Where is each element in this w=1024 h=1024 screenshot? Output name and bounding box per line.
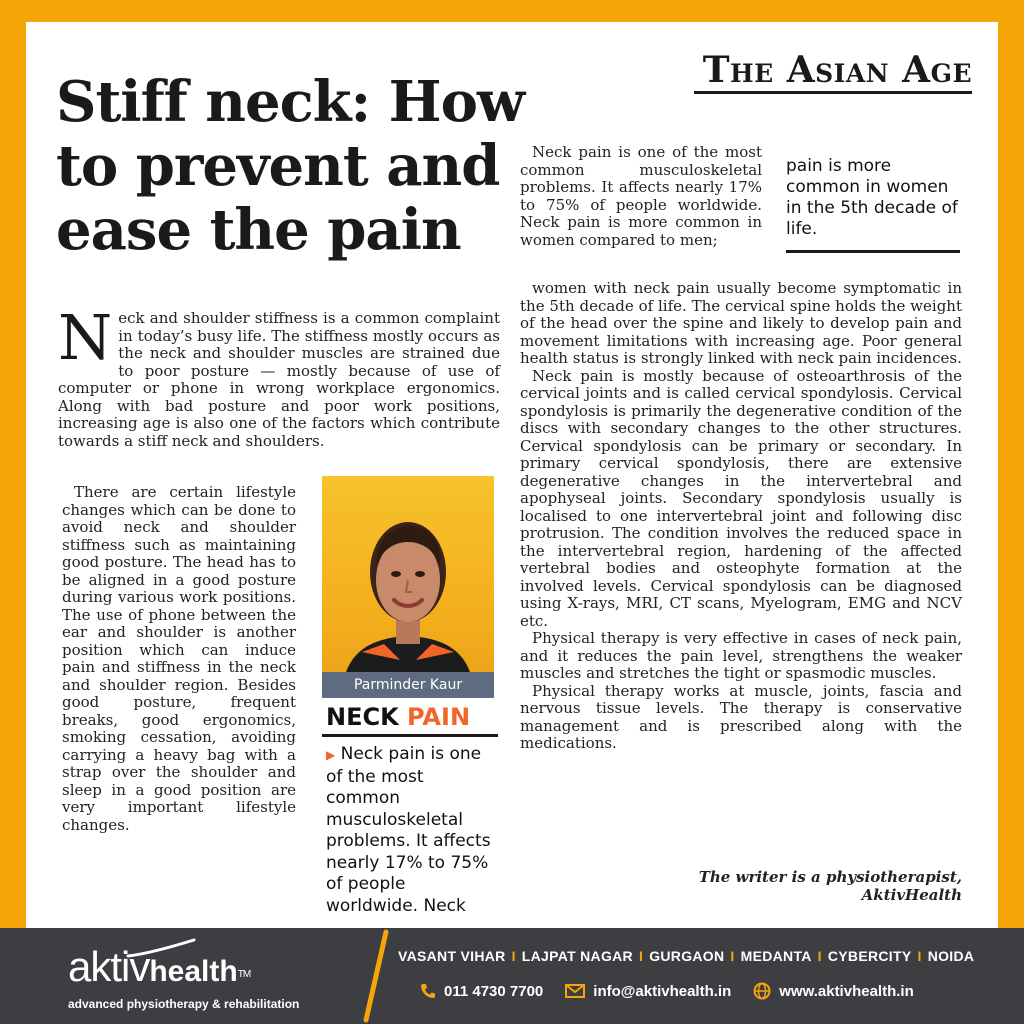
intro-text: eck and shoulder stiffness is a common complaint in today’s busy life. The stiffness mostly occurs as the neck and shoulder muscles are strained due to poor posture — mostly because of use of computer or phone in wrong workplace ergonomics. Along with bad posture and poor work positions, increasing age is also one of the factors which contribute towards a stiff neck and shoulders. [58,309,500,450]
masthead: The Asian Age [694,50,972,94]
phone-icon [420,983,436,999]
separator: I [817,948,822,964]
byline [586,868,962,904]
logo-tagline: advanced physiotherapy & rehabilitation [68,997,300,1011]
left-column-text: There are certain lifestyle changes which can be done to avoid neck and shoulder stiffness such as maintaining good posture. The head has to be aligned in a good posture during various work positions. The use of phone between the ear and shoulder is another position which can induce pain and stiffness in the neck and shoulder region. Besides good posture, frequent breaks, good ergonomics, smoking cessation, avoiding carrying a heavy bag with a strap over the shoulder and sleep in a good position are very important lifestyle changes. [62,483,296,834]
swoosh-icon [126,938,196,958]
right-column-top-text: Neck pain is one of the most common musculoskeletal problems. It affects nearly 17% to 75% of people worldwide. Neck pain is more common in women compared to men; [520,143,762,249]
byline-line-1: The writer is a physiotherapist, [698,868,962,886]
right-column-top [520,144,762,249]
portrait-illustration [322,476,494,694]
email-address: info@aktivhealth.in [593,982,732,1000]
left-column [62,484,296,834]
headline: Stiff neck: How to prevent and ease the pain [56,69,525,263]
location-item: MEDANTA [740,948,812,964]
email-contact[interactable] [565,983,731,1000]
section-tag-pain: PAIN [407,703,471,731]
right-paragraph-3: Physical therapy is very effective in cases of neck pain, and it reduces the pain level, strengthens the weaker muscles and stretches the tight or spasmodic muscles. [520,629,962,682]
section-tag-neck: NECK [326,703,408,731]
envelope-icon [565,984,585,998]
divider-slash [356,928,396,1024]
photo-caption-name: Parminder Kaur [322,672,494,698]
separator: I [730,948,735,964]
divider [786,250,960,253]
separator: I [638,948,644,964]
locations-list [398,948,998,964]
location-item: GURGAON [649,948,725,964]
globe-icon [753,982,771,1000]
triangle-marker-icon: ▶ [326,748,336,762]
website-url: www.aktivhealth.in [779,982,914,1000]
footer-bar [0,928,1024,1024]
phone-contact[interactable] [420,983,543,1000]
logo-trademark: TM [237,969,251,980]
right-column [520,280,962,753]
section-tag [326,702,498,732]
phone-number: 011 4730 7700 [444,982,544,1000]
aktivhealth-logo[interactable] [68,944,299,1011]
byline-line-2: AktivHealth [861,886,962,904]
side-quote: pain is more common in women in the 5th decade of life. [786,156,958,239]
separator: I [917,948,922,964]
logo-aktiv: aktiv [68,943,150,990]
contact-row [420,982,1010,1000]
right-paragraph-4: Physical therapy works at muscle, joints, fascia and nervous tissue levels. The therapy is conservative management and is prescribed along with the medications. [520,681,962,752]
website-link[interactable] [753,982,913,1000]
newspaper-clipping [26,22,998,928]
intro-paragraph [58,301,500,450]
logo-health: health [149,955,238,988]
right-paragraph-1: women with neck pain usually become symptomatic in the 5th decade of life. The cervical spine holds the weight of the head over the spine and likely to develop pain and movement limitations with increasing age. Poor general health status is strongly linked with neck pain incidences. [520,279,962,367]
location-item: VASANT VIHAR [398,948,506,964]
author-photo [322,476,494,694]
separator: I [511,948,516,964]
drop-cap: N [58,301,113,374]
right-paragraph-2: Neck pain is mostly because of osteoarthrosis of the cervical joints and is called cervical spondylosis. Cervical spondylosis is primarily the degenerative condition of the discs with secondary changes to the other structures. Cervical spondylosis can be primary or secondary. In primary cervical spondylosis, there are extensive degenerative changes in the intervertebral and apophyseal joints. Secondary spondylosis usually is localised to one intervertebral joint and following disc protrusion. The condition involves the reduced space in the intervertebral region, hardening of the affected vertebral bodies and osteophyte formation at the involved levels. Cervical spondylosis can be diagnosed using X-rays, MRI, CT scans, Myelogram, EMG and NCV etc. [520,366,962,630]
pull-quote [326,744,498,917]
location-item: LAJPAT NAGAR [521,948,633,964]
pull-quote-text: Neck pain is one of the most common musculoskeletal problems. It affects nearly 17% to 75% of people worldwide. Neck [326,744,491,916]
divider [322,734,498,737]
location-item: NOIDA [927,948,975,964]
location-item: CYBERCITY [827,948,912,964]
